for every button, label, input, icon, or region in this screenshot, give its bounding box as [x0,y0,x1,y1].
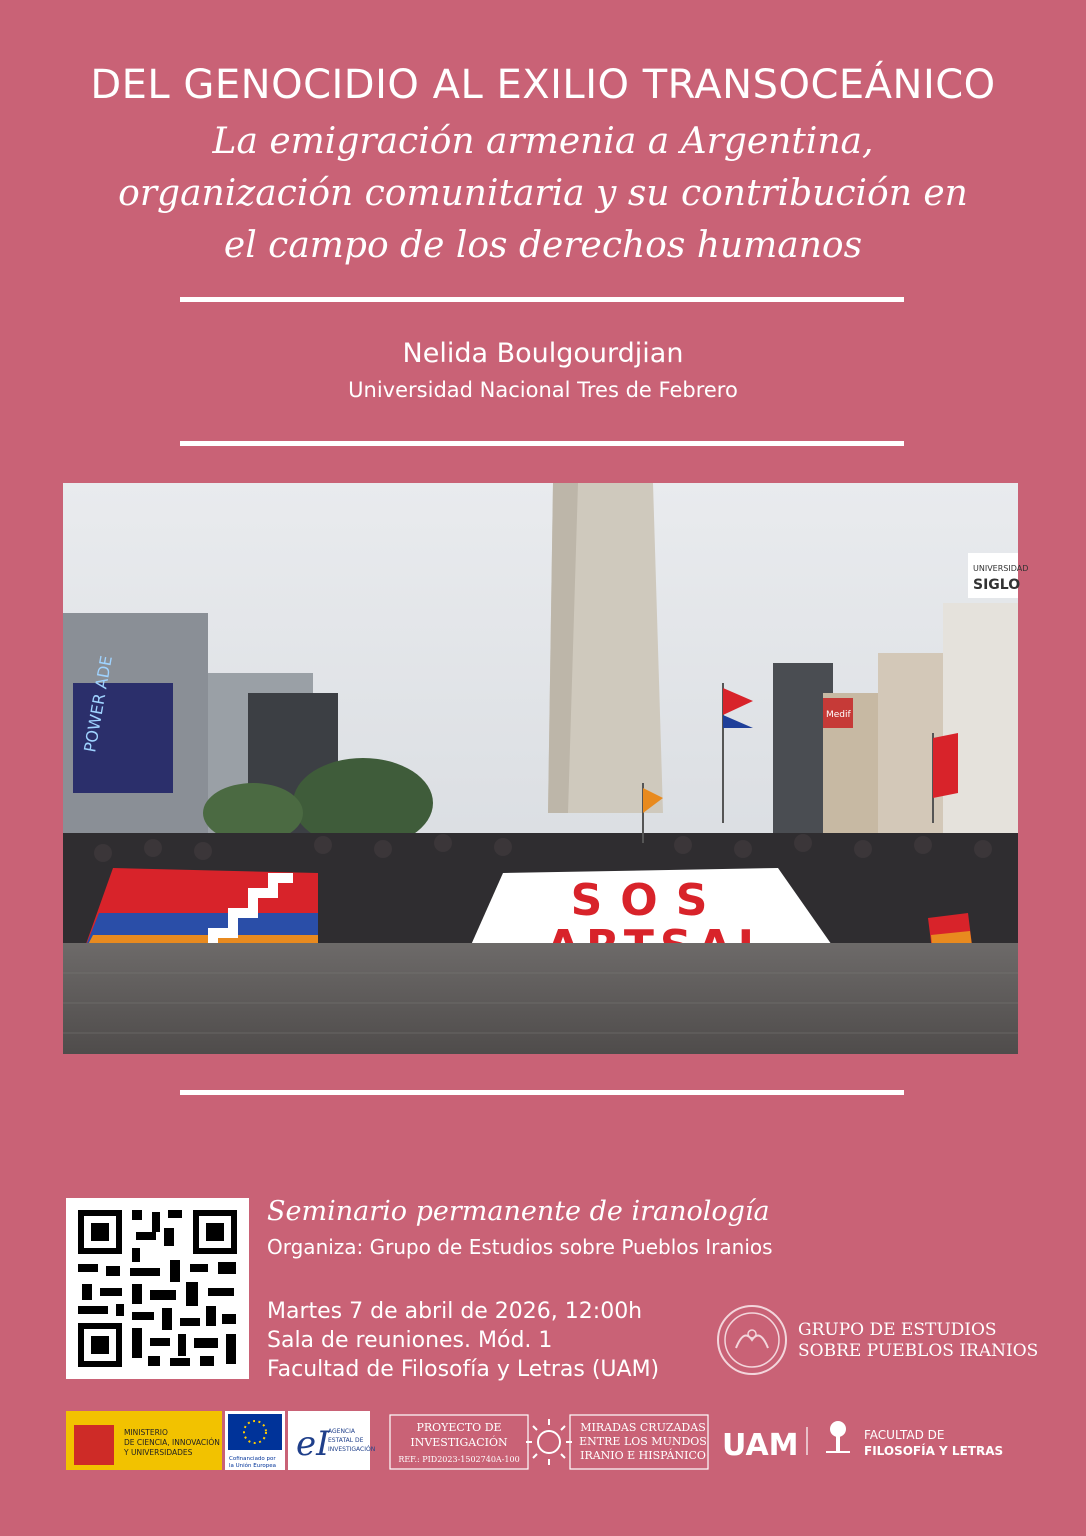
seminar-date: Martes 7 de abril de 2026, 12:00h [267,1299,643,1324]
uam-logo: UAM [722,1428,799,1463]
ministry-line-2: DE CIENCIA, INNOVACIÓN [124,1438,220,1447]
speaker-affiliation: Universidad Nacional Tres de Febrero [348,378,738,402]
eu-line-2: la Unión Europea [229,1463,276,1469]
sponsor-logos [0,1405,1086,1475]
poster-title: DEL GENOCIDIO AL EXILIO TRANSOCEÁNICO [90,62,996,108]
miradas-line-1: MIRADAS CRUZADAS [580,1421,706,1434]
ffyl-line-1: FACULTAD DE [864,1428,945,1442]
banner-line-1: SOS [570,875,726,926]
rally-photo-illustration [63,483,1029,1054]
rally-photo [63,483,1029,1054]
aei-line-2: ESTATAL DE [328,1437,364,1444]
ministry-line-3: Y UNIVERSIDADES [124,1448,193,1457]
miradas-line-3: IRANIO E HISPÁNICO [580,1449,706,1462]
project-ref: REF.: PID2023-1502740A-100 [398,1455,520,1464]
group-name-line-1: GRUPO DE ESTUDIOS [798,1320,997,1340]
aei-line-1: AGENCIA [328,1428,355,1435]
project-line-1: PROYECTO DE [416,1421,502,1434]
seminar-title: Seminario permanente de iranología [267,1196,770,1227]
qr-code-icon [66,1198,249,1379]
divider-2 [180,441,904,446]
group-name [798,1320,1038,1362]
tree-icon [826,1421,850,1453]
billboard-left: POWER ADE [80,654,116,754]
subtitle-line-1: La emigración armenia a Argentina, [212,121,874,162]
divider-3 [180,1090,904,1095]
miradas-line-2: ENTRE LOS MUNDOS [579,1435,707,1448]
aei-line-3: INVESTIGACIÓN [328,1446,376,1453]
seminar-faculty: Facultad de Filosofía y Letras (UAM) [267,1357,660,1382]
sponsor-logos-art [0,1405,1086,1475]
billboard-right-1: UNIVERSIDAD [973,564,1029,573]
qr-code[interactable] [66,1198,249,1379]
aei-mark-icon: eI [296,1424,330,1464]
ffyl-line-2: FILOSOFÍA Y LETRAS [864,1444,1004,1458]
project-line-2: INVESTIGACIÓN [410,1436,508,1449]
subtitle-line-2: organización comunitaria y su contribución en [118,173,968,214]
billboard-right-2: SIGLO [973,577,1021,593]
subtitle-line-3: el campo de los derechos humanos [223,225,863,266]
poster-subtitle [0,116,1086,272]
seminar-organizer: Organiza: Grupo de Estudios sobre Pueblos Iranios [267,1235,773,1259]
group-name-line-2: SOBRE PUEBLOS IRANIOS [798,1341,1039,1361]
ministry-line-1: MINISTERIO [124,1428,168,1437]
speaker-name: Nelida Boulgourdjian [402,338,684,369]
sun-emblem-icon [526,1419,572,1465]
billboard-medif: Medif [826,710,851,720]
coat-of-arms-icon [74,1425,114,1465]
seminar-room: Sala de reuniones. Mód. 1 [267,1328,553,1353]
group-seal-logo [716,1304,788,1376]
eu-line-1: Cofinanciado por [229,1456,276,1462]
seal-icon [716,1304,788,1376]
eu-flag-icon [228,1414,282,1450]
divider-1 [180,297,904,302]
